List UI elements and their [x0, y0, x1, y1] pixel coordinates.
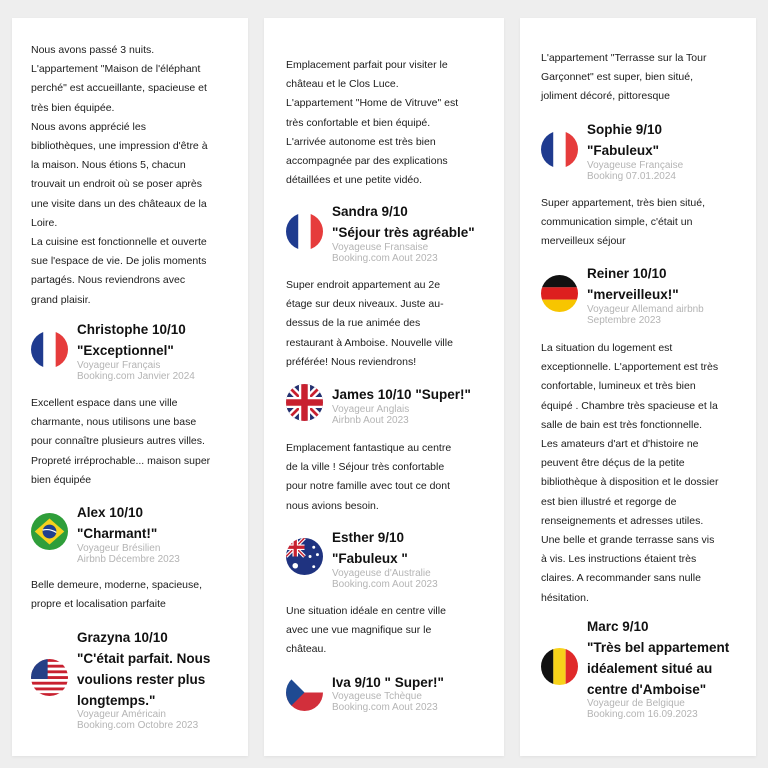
- review-text: Excellent espace dans une ville charmante, nous utilisons une base pour connaître plusieurs autres villes. Propreté irréprochable... maison super bien équipée: [31, 397, 211, 486]
- review-text: Super endroit appartement au 2e étage sur deux niveaux. Juste au- dessus de la rue animée des restaurant à Amboise. Nouvelle ville préférée! Nous reviendrons!: [286, 279, 453, 368]
- reviewer-meta: Voyageur Brésilien Airbnb Décembre 2023: [77, 543, 180, 565]
- reviewer-name: Reiner 10/10: [587, 266, 667, 281]
- reviewer-name: Marc 9/10: [587, 619, 649, 634]
- review-text: Emplacement fantastique au centre de la ville ! Séjour très confortable pour notre famille avec tout ce dont nous avions besoin.: [286, 442, 452, 512]
- germany-flag-icon: [541, 275, 578, 312]
- review-title: "Séjour très agréable": [332, 225, 475, 240]
- france-flag-icon: [286, 213, 323, 250]
- review-column-3: [520, 18, 756, 756]
- reviewer-name: Sophie 9/10: [587, 122, 663, 137]
- reviewer-name: Esther 9/10: [332, 530, 405, 545]
- review-text: Super appartement, très bien situé, communication simple, c'était un merveilleux séjour: [541, 197, 706, 248]
- review-title: "merveilleux!": [587, 287, 679, 302]
- review-title: "Fabuleux ": [332, 551, 408, 566]
- reviewer-name: Christophe 10/10: [77, 322, 186, 337]
- uk-flag-icon: [286, 384, 323, 421]
- reviewer-meta: Voyageur de Belgique Booking.com 16.09.2023: [587, 698, 698, 720]
- reviewer-meta: Voyageur Anglais Airbnb Aout 2023: [332, 404, 410, 426]
- reviewer-meta: Voyageuse Française Booking 07.01.2024: [587, 160, 684, 182]
- review-title: "Fabuleux": [587, 143, 660, 158]
- review-title: "Exceptionnel": [77, 343, 174, 358]
- reviewer-meta: Voyageuse d'Australie Booking.com Aout 2023: [332, 568, 438, 590]
- australia-flag-icon: [286, 538, 323, 575]
- review-title: "Charmant!": [77, 526, 158, 541]
- review-text: L'appartement "Terrasse sur la Tour Garçonnet" est super, bien situé, joliment décoré, pittoresque: [541, 52, 707, 103]
- reviewer-name: Iva 9/10 " Super!": [332, 675, 444, 690]
- review-text: Nous avons passé 3 nuits. L'appartement "Maison de l'éléphant perché" est accueillante, spacieuse et très bien équipée. Nous avons apprécié les bibliothèques, une impression d'être à la maison. Nous étions 5, chacun trouvait un endroit où se poser après une visite dans un des châteaux de la Loire. La cuisine est fonctionnelle et ouverte sue l'espace de vie. De jolis moments partagés. Nous reviendrons avec grand plaisir.: [31, 44, 208, 306]
- reviewer-meta: Voyageuse Fransaise Booking.com Aout 2023: [332, 242, 438, 264]
- review-column-1: [12, 18, 248, 756]
- reviewer-name: Sandra 9/10: [332, 204, 408, 219]
- reviewer-name: James 10/10 "Super!": [332, 387, 471, 402]
- review-text: Emplacement parfait pour visiter le château et le Clos Luce. L'appartement "Home de Vitruve" est très confortable et bien équipé. L'arrivée autonome est très bien accompagnée par des explications détaillées et une petite vidéo.: [286, 59, 459, 187]
- reviewer-meta: Voyageur Américain Booking.com Octobre 2023: [77, 709, 199, 731]
- france-flag-icon: [31, 331, 68, 368]
- review-text: Une situation idéale en centre ville avec une vue magnifique sur le château.: [286, 605, 446, 656]
- reviewer-meta: Voyageuse Tchèque Booking.com Aout 2023: [332, 691, 438, 713]
- reviewer-name: Alex 10/10: [77, 505, 144, 520]
- france-flag-icon: [541, 131, 578, 168]
- review-title: "C'était parfait. Nous voulions rester plus longtemps.": [77, 651, 211, 708]
- usa-flag-icon: [31, 659, 68, 696]
- reviewer-meta: Voyageur Français Booking.com Janvier 2024: [77, 360, 195, 382]
- review-column-2: [264, 18, 504, 756]
- brazil-flag-icon: [31, 513, 68, 550]
- czech-flag-icon: [286, 674, 323, 711]
- reviewer-meta: Voyageur Allemand airbnb Septembre 2023: [587, 304, 704, 326]
- reviewer-name: Grazyna 10/10: [77, 630, 168, 645]
- review-text: La situation du logement est exceptionnelle. L'apportement est très confortable, lumineux et très bien équipé . Chambre très spacieuse et la salle de bain est très fonctionnelle. Les amateurs d'art et d'histoire ne peuvent être déçus de la petite bibliothèque à disposition et le dossier est bien illustré et regorge de renseignements et adresses utiles. Une belle et grande terrasse sans vis à vis. Les instructions étaient très claires. A recommander sans nulle hésitation.: [541, 342, 719, 604]
- review-title: "Très bel appartement idéalement situé au centre d'Amboise": [587, 640, 730, 697]
- review-text: Belle demeure, moderne, spacieuse, propre et localisation parfaite: [31, 579, 203, 611]
- belgium-flag-icon: [541, 648, 578, 685]
